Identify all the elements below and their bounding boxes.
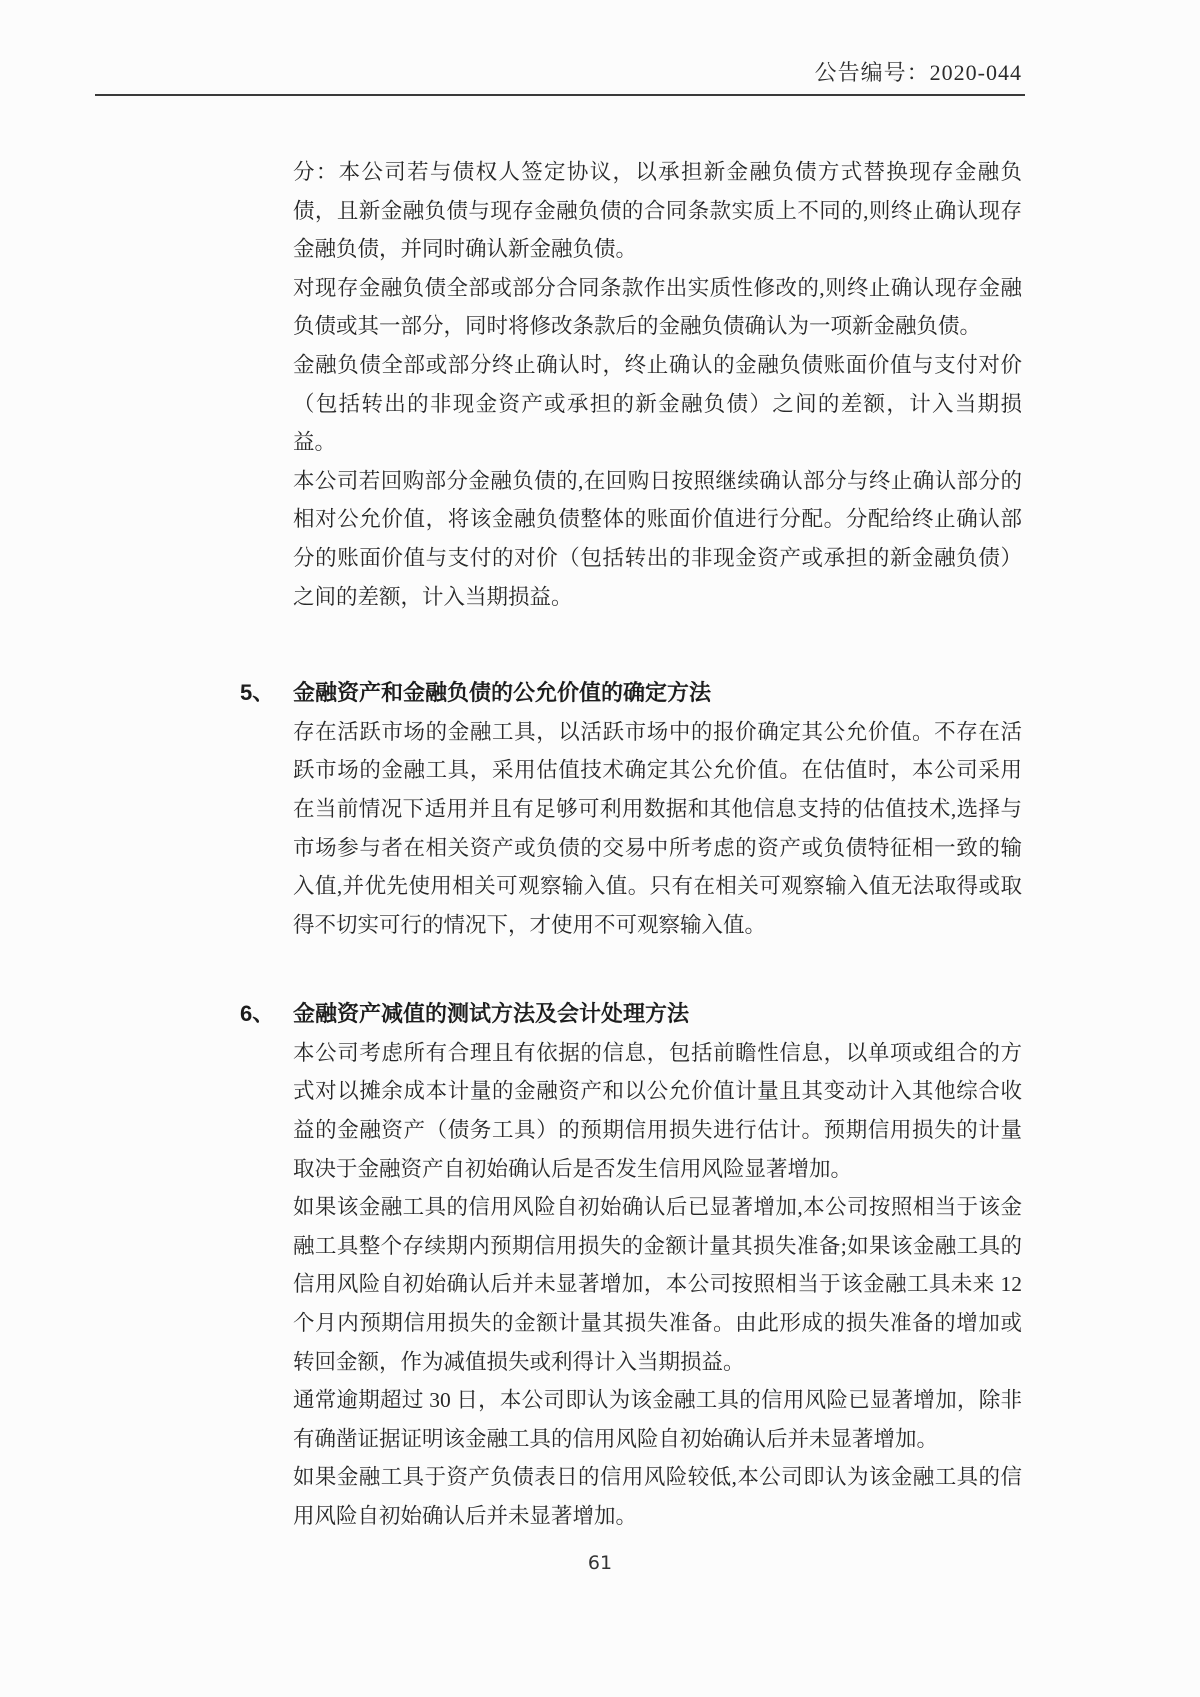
body-paragraph: 金融负债全部或部分终止确认时，终止确认的金融负债账面价值与支付对价（包括转出的非现金资产或承担的新金融负债）之间的差额，计入当期损益。 [293, 352, 1022, 455]
body-paragraph: 本公司考虑所有合理且有依据的信息，包括前瞻性信息，以单项或组合的方式对以摊余成本计量的金融资产和以公允价值计量且其变动计入其他综合收益的金融资产（债务工具）的预期信用损失进行估计。预期信用损失的计量取决于金融资产自初始确认后是否发生信用风险显著增加。 [293, 1040, 1022, 1181]
header-rule [95, 94, 1025, 96]
body-paragraph: 如果该金融工具的信用风险自初始确认后已显著增加,本公司按照相当于该金融工具整个存续期内预期信用损失的金额计量其损失准备;如果该金融工具的信用风险自初始确认后并未显著增加，本公司按照相当于该金融工具未来 12 个月内预期信用损失的金额计量其损失准备。由此形成的损失准备的增加或转回金额，作为减值损失或利得计入当期损益。 [293, 1195, 1022, 1374]
section-6-title: 金融资产减值的测试方法及会计处理方法 [293, 1001, 690, 1027]
page-number: 61 [587, 1552, 613, 1574]
section-5-fair-value-determination [240, 674, 1022, 944]
body-paragraph: 对现存金融负债全部或部分合同条款作出实质性修改的,则终止确认现存金融负债或其一部分，同时将修改条款后的金融负债确认为一项新金融负债。 [293, 275, 1022, 339]
section-6-number: 6、 [240, 1001, 275, 1027]
page-footer [0, 1552, 1200, 1574]
body-paragraph: 本公司若回购部分金融负债的,在回购日按照继续确认部分与终止确认部分的相对公允价值，将该金融负债整体的账面价值进行分配。分配给终止确认部分的账面价值与支付的对价（包括转出的非现金资产或承担的新金融负债）之间的差额，计入当期损益。 [293, 468, 1022, 609]
body-paragraph: 存在活跃市场的金融工具，以活跃市场中的报价确定其公允价值。不存在活跃市场的金融工具，采用估值技术确定其公允价值。在估值时，本公司采用在当前情况下适用并且有足够可利用数据和其他信息支持的估值技术,选择与市场参与者在相关资产或负债的交易中所考虑的资产或负债特征相一致的输入值,并优先使用相关可观察输入值。只有在相关可观察输入值无法取得或取得不切实可行的情况下，才使用不可观察输入值。 [293, 719, 1022, 937]
section-5-title: 金融资产和金融负债的公允价值的确定方法 [293, 680, 712, 706]
section-6-heading [240, 995, 1022, 1034]
section-6-impairment-testing [240, 995, 1022, 1535]
section-financial-liability-derecognition [240, 153, 1022, 616]
section-5-heading [240, 674, 1022, 713]
body-paragraph: 分：本公司若与债权人签定协议，以承担新金融负债方式替换现存金融负债，且新金融负债与现存金融负债的合同条款实质上不同的,则终止确认现存金融负债，并同时确认新金融负债。 [293, 160, 1022, 262]
body-paragraph: 如果金融工具于资产负债表日的信用风险较低,本公司即认为该金融工具的信用风险自初始确认后并未显著增加。 [293, 1465, 1022, 1528]
body-paragraph: 通常逾期超过 30 日，本公司即认为该金融工具的信用风险已显著增加，除非有确凿证据证明该金融工具的信用风险自初始确认后并未显著增加。 [293, 1388, 1022, 1451]
document-body [240, 153, 1022, 1536]
section-5-number: 5、 [240, 680, 275, 706]
doc-number: 公告编号：2020-044 [814, 60, 1022, 85]
